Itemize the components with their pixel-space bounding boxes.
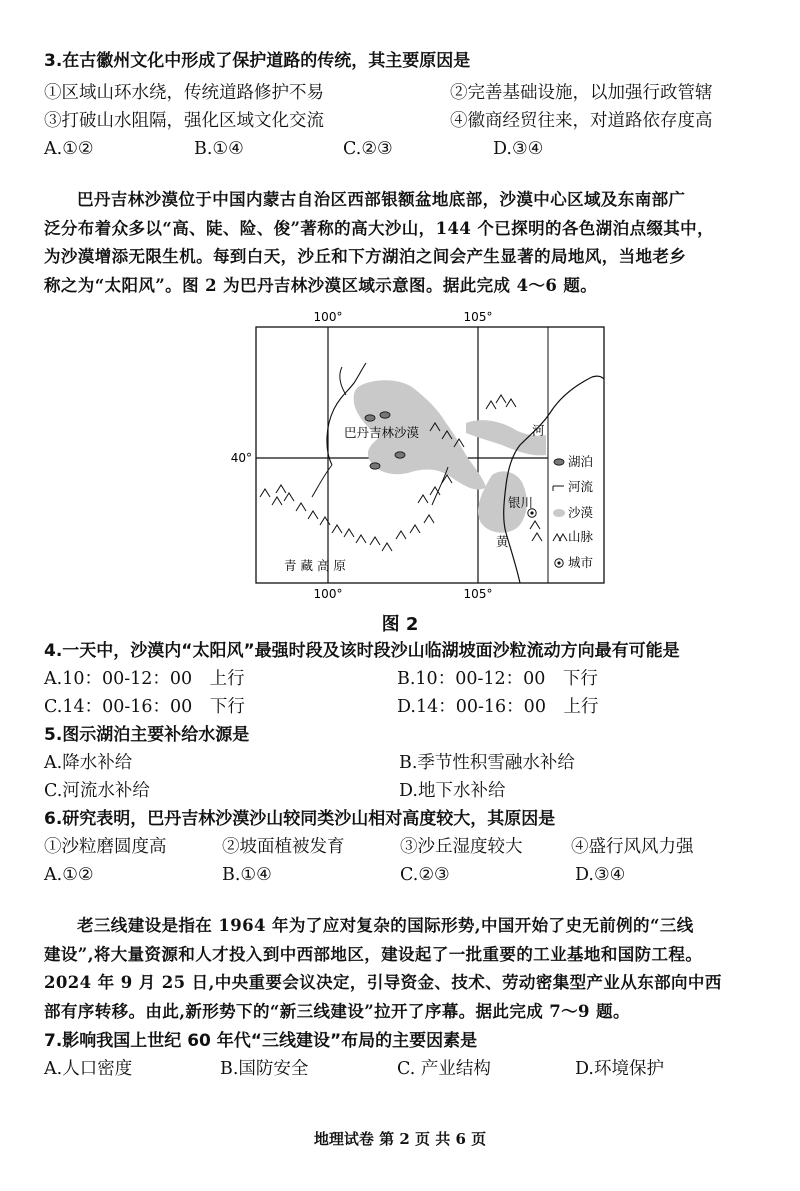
q6-item-2: ②坡面植被发育 <box>222 837 345 857</box>
figure-caption: 图 2 <box>381 614 419 635</box>
q7-option-d: D.环境保护 <box>575 1059 664 1079</box>
q4-option-c: C.14：00-16：00 下行 <box>44 697 245 717</box>
lake-1 <box>365 415 375 421</box>
lake-2 <box>380 412 390 418</box>
q3-item-1: ①区域山环水绕，传统道路修护不易 <box>44 83 324 103</box>
legend-mountain: 山脉 <box>568 529 594 544</box>
legend-city: 城市 <box>568 555 594 570</box>
q7-option-c: C. 产业结构 <box>397 1059 491 1079</box>
q3-item-4: ④徽商经贸往来，对道路依存度高 <box>450 111 713 131</box>
passage2-line-2: 建设”,将大量资源和人才投入到中西部地区，建设起了一批重要的工业基地和国防工程。 <box>44 944 703 964</box>
passage1-line-3: 为沙漠增添无限生机。每到白天，沙丘和下方湖泊之间会产生显著的局地风，当地老乡 <box>44 247 687 267</box>
passage1-line-4: 称之为“太阳风”。图 2 为巴丹吉林沙漠区域示意图。据此完成 4～6 题。 <box>44 275 598 295</box>
q4-option-d: D.14：00-16：00 上行 <box>397 697 599 717</box>
passage1-line-1: 巴丹吉林沙漠位于中国内蒙古自治区西部银额盆地底部，沙漠中心区域及东南部广 <box>77 190 686 209</box>
q5-option-a: A.降水补给 <box>44 753 133 773</box>
legend-lake: 湖泊 <box>568 454 594 469</box>
q7-option-b: B.国防安全 <box>220 1059 309 1079</box>
q3-option-b: B.①④ <box>194 139 244 159</box>
passage-badain-jaran <box>44 186 756 300</box>
q7-stem: 7.影响我国上世纪 60 年代“三线建设”布局的主要因素是 <box>44 1031 478 1051</box>
lat-40: 40° <box>230 451 252 465</box>
q6-option-a: A.①② <box>44 865 94 885</box>
passage1-line-2: 泛分布着众多以“高、陡、险、俊”著称的高大沙山，144 个已探明的各色湖泊点缀其中， <box>44 218 714 238</box>
q5-option-c: C.河流水补给 <box>44 781 150 801</box>
q4-option-b: B.10：00-12：00 下行 <box>397 669 598 689</box>
lon-top-105: 105° <box>463 310 493 324</box>
q6-item-3: ③沙丘湿度较大 <box>400 837 523 857</box>
q6-option-b: B.①④ <box>222 865 272 885</box>
desert-label: 巴丹吉林沙漠 <box>344 425 420 440</box>
q6-option-c: C.②③ <box>400 865 450 885</box>
lake-3 <box>395 452 405 458</box>
q5-option-d: D.地下水补给 <box>399 781 506 801</box>
river-label-he: 河 <box>532 423 545 438</box>
lake-4 <box>370 463 380 469</box>
passage2-line-1: 老三线建设是指在 1964 年为了应对复杂的国际形势,中国开始了史无前例的“三线 <box>77 916 694 935</box>
q4-stem: 4.一天中，沙漠内“太阳风”最强时段及该时段沙山临湖坡面沙粒流动方向最有可能是 <box>44 641 680 661</box>
page-footer: 地理试卷 第 2 页 共 6 页 <box>313 1130 487 1148</box>
q3-stem: 3.在古徽州文化中形成了保护道路的传统，其主要原因是 <box>44 51 471 71</box>
q6-item-1: ①沙粒磨圆度高 <box>44 837 167 857</box>
lon-top-100: 100° <box>313 310 343 324</box>
q3-item-2: ②完善基础设施，以加强行政管辖 <box>450 83 713 103</box>
q3-item-3: ③打破山水阻隔，强化区域文化交流 <box>44 111 324 131</box>
q5-stem: 5.图示湖泊主要补给水源是 <box>44 725 250 745</box>
plateau-label: 青 藏 高 原 <box>284 558 346 573</box>
q5-option-b: B.季节性积雪融水补给 <box>399 753 575 773</box>
lon-bottom-100: 100° <box>313 587 343 601</box>
q4-option-a: A.10：00-12：00 上行 <box>44 669 245 689</box>
yinchuan-city-dot <box>530 511 533 514</box>
legend-lake-icon <box>554 459 564 465</box>
q3-option-d: D.③④ <box>493 139 544 159</box>
q6-option-d: D.③④ <box>575 865 626 885</box>
lon-bottom-105: 105° <box>463 587 493 601</box>
passage2-line-3: 2024 年 9 月 25 日,中央重要会议决定，引导资金、技术、劳动密集型产业从东部向中西 <box>44 973 722 993</box>
passage-third-front <box>44 912 756 1026</box>
q3-option-c: C.②③ <box>343 139 393 159</box>
river-label-huang: 黄 <box>496 534 509 549</box>
q7-option-a: A.人口密度 <box>44 1059 133 1079</box>
legend-desert-icon <box>553 509 565 517</box>
q6-stem: 6.研究表明，巴丹吉林沙漠沙山较同类沙山相对高度较大，其原因是 <box>44 809 556 829</box>
legend-desert: 沙漠 <box>568 505 594 520</box>
badain-jaran-map <box>220 305 620 605</box>
q6-item-4: ④盛行风风力强 <box>571 837 694 857</box>
passage2-line-4: 部有序转移。由此,新形势下的“新三线建设”拉开了序幕。据此完成 7～9 题。 <box>44 1001 630 1021</box>
city-label-yinchuan: 银川 <box>508 495 534 510</box>
q3-option-a: A.①② <box>44 139 94 159</box>
legend-river: 河流 <box>568 479 594 494</box>
legend-city-dot <box>557 561 560 564</box>
